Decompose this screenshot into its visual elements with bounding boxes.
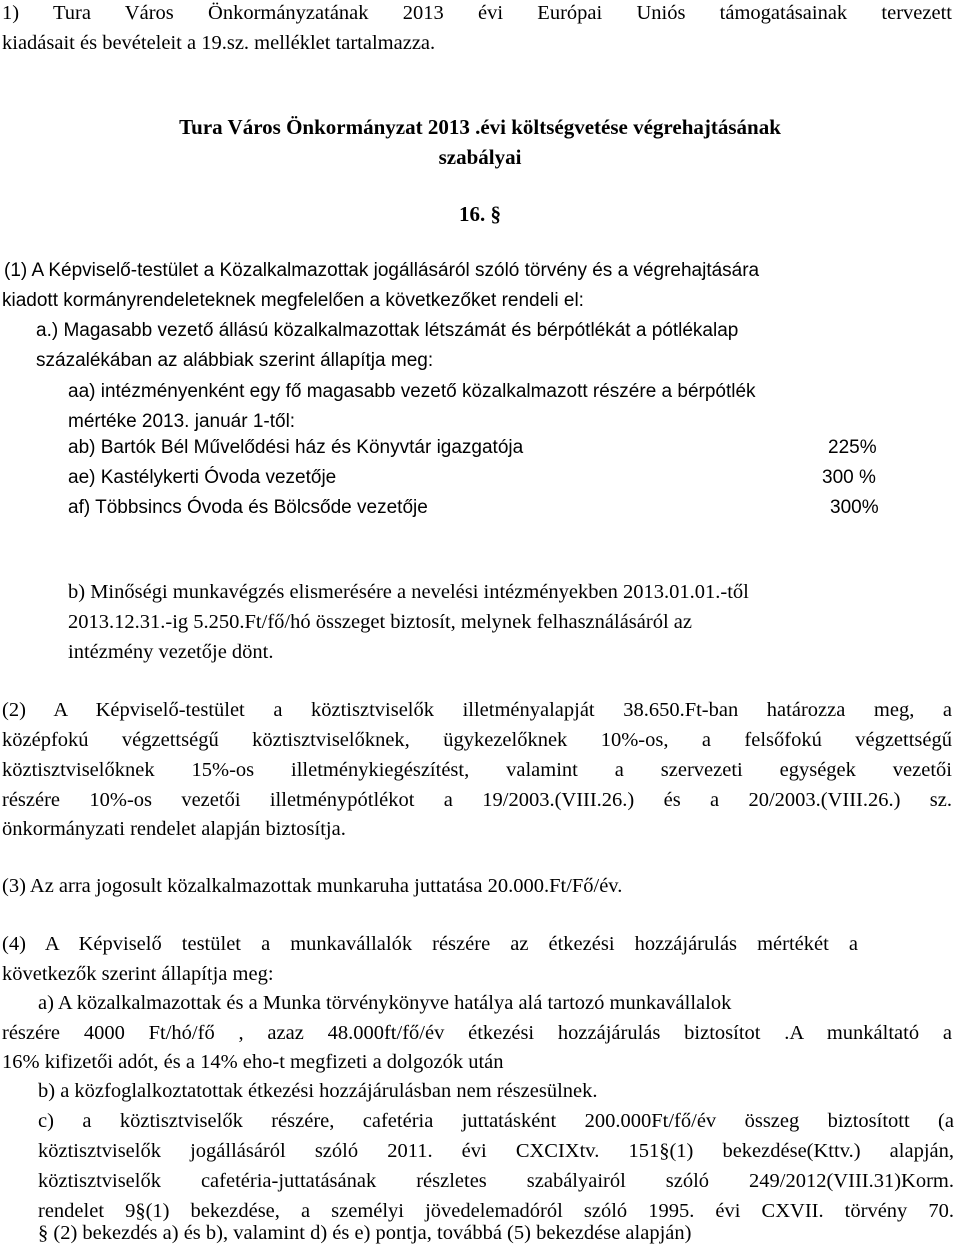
p4a-line-1: a) A közalkalmazottak és a Munka törvénykönyve hatálya alá tartozó munkavállalok	[38, 992, 732, 1014]
aa-line-1: aa) intézményenként egy fő magasabb vezető közalkalmazott részére a bérpótlék	[68, 381, 756, 402]
p2-line-1: (2) A Képviselő-testület a köztisztviselők illetményalapját 38.650.Ft-ban határozza meg, a	[2, 699, 952, 721]
a-line-2: százalékában az alábbiak szerint állapítja meg:	[36, 350, 434, 371]
p1-line-1: (1) A Képviselő-testület a Közalkalmazottak jogállásáról szóló törvény és a végrehajtására	[4, 260, 760, 281]
b-line-2: 2013.12.31.-ig 5.250.Ft/fő/hó összeget biztosít, melynek felhasználásáról az	[68, 611, 692, 633]
p4c-line-5: § (2) bekezdés a) és b), valamint d) és e) pontja, továbbá (5) bekezdése alapján)	[38, 1222, 692, 1244]
p4a-line-3: 16% kifizetői adót, és a 14% eho-t megfizeti a dolgozók után	[2, 1051, 504, 1073]
p4-line-1: (4) A Képviselő testület a munkavállalók részére az étkezési hozzájárulás mértékét a	[2, 933, 858, 955]
p4a-line-2: részére 4000 Ft/hó/fő , azaz 48.000ft/fő/év étkezési hozzájárulás biztosítot .A munkáltató a	[2, 1022, 952, 1044]
title-line-1: Tura Város Önkormányzat 2013 .évi költségvetése végrehajtásának	[179, 115, 781, 139]
b-line-1: b) Minőségi munkavégzés elismerésére a nevelési intézményekben 2013.01.01.-től	[68, 581, 749, 603]
item-ae-label: ae) Kastélykerti Óvoda vezetője	[68, 467, 337, 488]
p4-line-2: következők szerint állapítja meg:	[2, 963, 274, 985]
title-line-2: szabályai	[438, 145, 522, 169]
p2-line-3: köztisztviselőknek 15%-os illetménykiegészítést, valamint a szervezeti egységek vezetői	[2, 759, 952, 781]
p2-line-5: önkormányzati rendelet alapján biztosítja.	[2, 818, 346, 840]
p2-line-4: részére 10%-os vezetői illetménypótlékot a 19/2003.(VIII.26.) és a 20/2003.(VIII.26.) sz.	[2, 789, 952, 811]
intro-line-2: kiadásait és bevételeit a 19.sz. melléklet tartalmazza.	[2, 32, 436, 54]
p3-line-1: (3) Az arra jogosult közalkalmazottak munkaruha juttatása 20.000.Ft/Fő/év.	[2, 875, 623, 897]
a-line-1: a.) Magasabb vezető állású közalkalmazottak létszámát és bérpótlékát a pótlékalap	[36, 320, 739, 341]
p4c-line-3: köztisztviselők cafetéria-juttatásának részletes szabályairól szóló 249/2012(VIII.31)Korm.	[38, 1170, 954, 1192]
p4c-line-1: c) a köztisztviselők részére, cafetéria juttatásként 200.000Ft/fő/év összeg biztosított (a	[38, 1110, 954, 1132]
item-ab-label: ab) Bartók Bél Művelődési ház és Könyvtár igazgatója	[68, 437, 524, 458]
section-number: 16. §	[459, 202, 501, 226]
p1-line-2: kiadott kormányrendeleteknek megfelelően a következőket rendeli el:	[2, 290, 584, 311]
item-af-label: af) Többsincs Óvoda és Bölcsőde vezetője	[68, 497, 428, 518]
p4c-line-4: rendelet 9§(1) bekezdése, a személyi jövedelemadóról szóló 1995. évi CXVII. törvény 70.	[38, 1200, 954, 1222]
p4b-line-1: b) a közfoglalkoztatottak étkezési hozzájárulásban nem részesülnek.	[38, 1080, 598, 1102]
intro-line-1: 1) Tura Város Önkormányzatának 2013 évi Európai Uniós támogatásainak tervezett	[2, 2, 952, 24]
p2-line-2: középfokú végzettségű köztisztviselőknek, ügykezelőknek 10%-os, a felsőfokú végzettségű	[2, 729, 952, 751]
b-line-3: intézmény vezetője dönt.	[68, 641, 274, 663]
aa-line-2: mértéke 2013. január 1-től:	[68, 411, 296, 432]
item-ab-value: 225%	[828, 437, 877, 458]
item-af-value: 300%	[830, 497, 879, 518]
p4c-line-2: köztisztviselők jogállásáról szóló 2011. évi CXCIXtv. 151§(1) bekezdése(Kttv.) alapján,	[38, 1140, 954, 1162]
item-ae-value: 300 %	[822, 467, 876, 488]
